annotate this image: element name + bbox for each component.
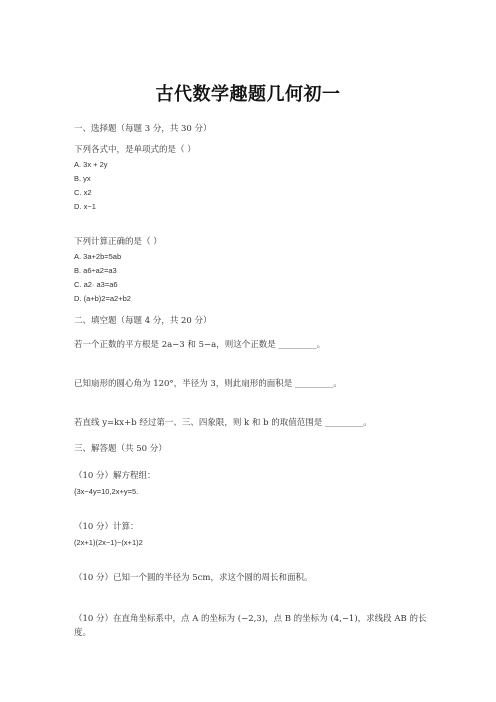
section-heading-fill: 二、填空题（每题 4 分，共 20 分）: [74, 316, 212, 326]
solve-question-3: （10 分）已知一个圆的半径为 5cm，求这个圆的周长和面积。: [74, 573, 313, 583]
question-1-option-b: B. yx: [74, 174, 91, 183]
section-heading-choice: 一、选择题（每题 3 分，共 30 分）: [74, 124, 212, 134]
solve-question-2-detail: (2x+1)(2x−1)−(x+1)2: [74, 538, 143, 547]
fill-question-1: 若一个正数的平方根是 2a−3 和 5−a，则这个正数是 _________。: [74, 340, 326, 350]
fill-question-3: 若直线 y=kx+b 经过第一、三、四象限，则 k 和 b 的取值范围是 _________。: [74, 418, 372, 428]
solve-question-1-detail: {3x−4y=10,2x+y=5.: [74, 487, 139, 496]
question-2-option-d: D. (a+b)2=a2+b2: [74, 294, 131, 303]
question-2-option-a: A. 3a+2b=5ab: [74, 252, 122, 261]
document-title: 古代数学趣题几何初一: [155, 84, 341, 105]
question-2-option-b: B. a6÷a2=a3: [74, 266, 117, 275]
question-1-option-d: D. x−1: [74, 202, 96, 211]
question-1-option-a: A. 3x + 2y: [74, 160, 108, 169]
section-heading-solve: 三、解答题（共 50 分）: [74, 444, 167, 454]
question-2-option-c: C. a2· a3=a6: [74, 280, 118, 289]
solve-question-1-label: （10 分）解方程组：: [74, 471, 156, 481]
solve-question-2-label: （10 分）计算：: [74, 522, 139, 532]
fill-question-2: 已知扇形的圆心角为 120°，半径为 3，则此扇形的面积是 _________。: [74, 379, 342, 389]
question-2-stem: 下列计算正确的是（ ）: [74, 237, 162, 247]
question-1-option-c: C. x2: [74, 188, 92, 197]
solve-question-4: （10 分）在直角坐标系中，点 A 的坐标为 (−2,3)，点 B 的坐标为 (4,−1)，求线段 AB 的长度。: [74, 614, 427, 638]
question-1-stem: 下列各式中，是单项式的是（ ）: [74, 145, 196, 155]
